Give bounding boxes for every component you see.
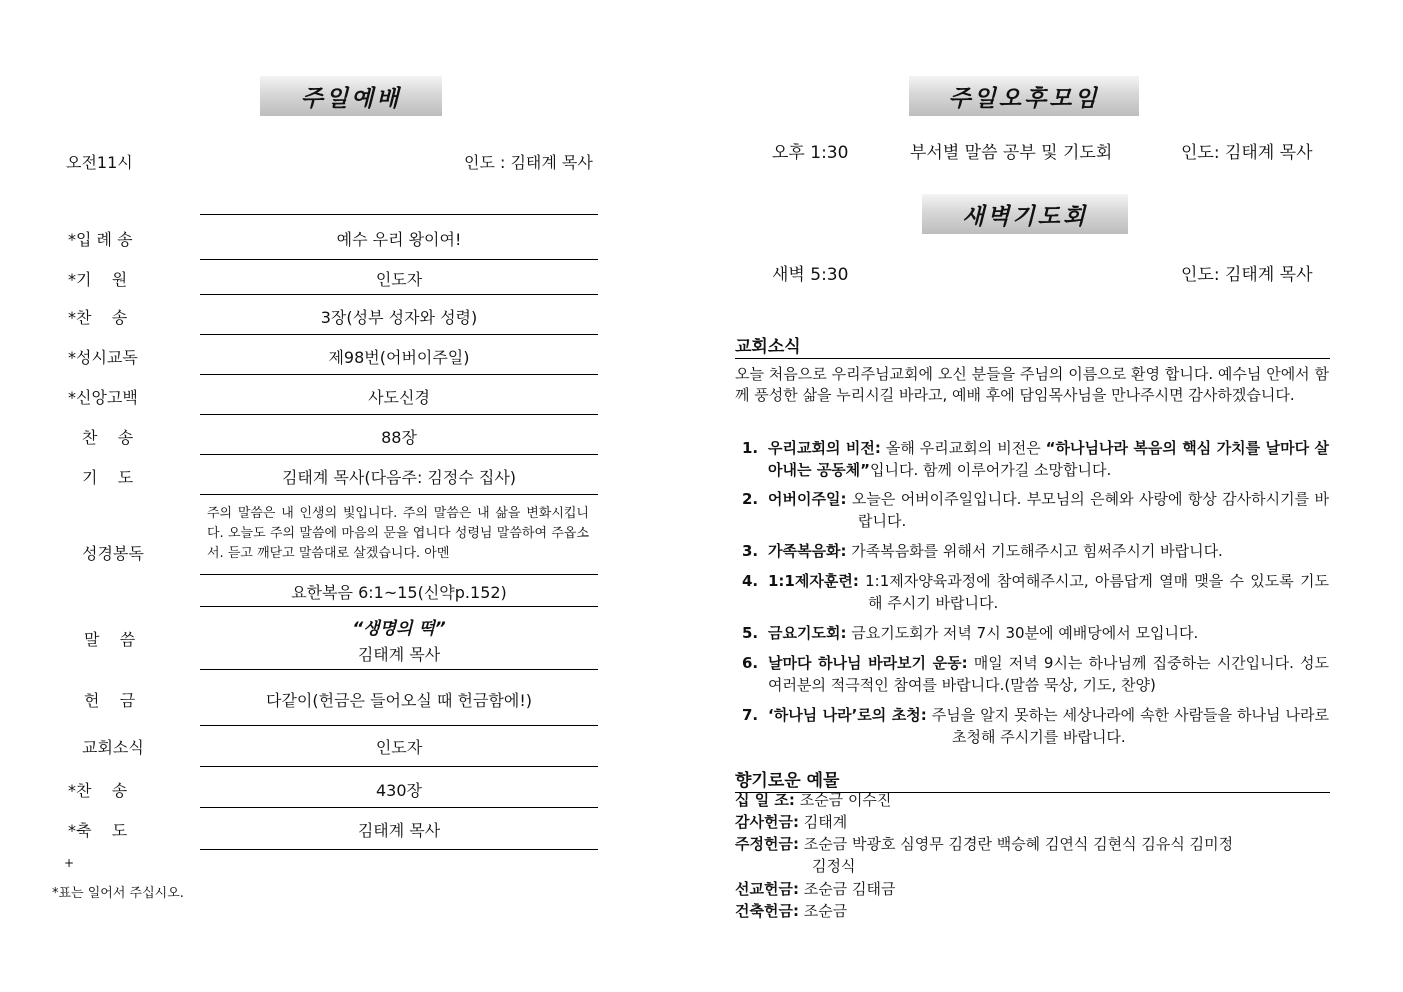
news-heading: 가족복음화: — [768, 542, 847, 560]
news-text: 올해 우리교회의 비전은 — [880, 439, 1046, 457]
offering-names: 조순금 김태금 — [803, 880, 896, 898]
order-divider — [200, 807, 598, 808]
news-text: 오늘은 어버이주일입니다. 부모님의 은혜와 사랑에 항상 감사하시기를 바랍니다. — [846, 490, 1329, 530]
offering-names: 조순금 이수진 — [799, 791, 892, 809]
news-heading: 금요기도회: — [768, 624, 847, 642]
order-value: 예수 우리 왕이여! — [336, 230, 462, 249]
scripture-reference: 요한복음 6:1~15(신약p.152) — [291, 583, 507, 602]
order-divider — [200, 374, 598, 375]
news-number: 2. — [742, 490, 759, 508]
dawn-banner-text: 새벽기도회 — [961, 203, 1089, 230]
offering-names-continued: 김정식 — [812, 857, 856, 875]
order-divider — [200, 669, 598, 670]
order-label: 말 씀 — [84, 630, 136, 649]
welcome-text: 오늘 처음으로 우리주님교회에 오신 분들을 주님의 이름으로 환영 합니다. 예수님 안에서 함께 풍성한 삶을 누리시길 바라고, 예배 후에 담임목사님을 만나주시면 감사하겠습니다. — [735, 365, 1329, 404]
news-heading: 우리교회의 비전: — [768, 439, 881, 457]
news-number: 4. — [742, 572, 759, 590]
dawn-banner — [922, 194, 1128, 234]
news-item — [742, 437, 1329, 481]
news-number: 3. — [742, 542, 759, 560]
offering-row — [735, 878, 895, 900]
news-text: 주님을 알지 못하는 세상나라에 속한 사람들을 하나님 나라로 초청해 주시기를 바랍니다. — [926, 706, 1329, 746]
afternoon-time: 오후 1:30 — [772, 143, 849, 163]
order-value: 제98번(어버이주일) — [328, 348, 470, 367]
offering-label: 주정헌금: — [735, 835, 799, 853]
order-label: *찬 송 — [68, 308, 128, 327]
order-value: 인도자 — [375, 738, 423, 757]
offering-names: 김태계 — [803, 813, 848, 831]
offering-names: 조순금 — [803, 902, 848, 920]
news-heading: 어버이주일: — [768, 490, 847, 508]
worship-leader: 인도 : 김태계 목사 — [464, 153, 593, 172]
sermon-preacher: 김태계 목사 — [357, 645, 441, 664]
order-divider — [200, 454, 598, 455]
afternoon-banner-text: 주일오후모임 — [948, 85, 1100, 112]
standing-note: *표는 일어서 주십시오. — [52, 886, 184, 901]
order-label: 찬 송 — [82, 428, 134, 447]
news-number: 7. — [742, 706, 759, 724]
news-item — [742, 704, 1329, 748]
order-label: *찬 송 — [68, 781, 128, 800]
offering-label: 건축헌금: — [735, 902, 799, 920]
order-label: *기 원 — [68, 270, 128, 289]
news-heading: ‘하나님 나라’로의 초청: — [768, 706, 927, 724]
order-divider — [200, 259, 598, 260]
worship-banner — [260, 76, 442, 116]
order-divider — [200, 574, 598, 575]
order-label: *입 례 송 — [68, 230, 133, 249]
dawn-leader: 인도: 김태계 목사 — [1181, 265, 1313, 285]
order-value: 88장 — [381, 428, 417, 447]
order-label: *신앙고백 — [68, 388, 138, 407]
afternoon-banner — [909, 76, 1139, 116]
plus-mark: + — [64, 856, 75, 870]
news-item — [742, 652, 1329, 696]
order-label: 헌 금 — [84, 691, 136, 710]
order-value: 김태계 목사 — [357, 821, 441, 840]
offering-row — [735, 900, 847, 922]
order-divider — [200, 766, 598, 767]
offering-row — [735, 811, 847, 833]
news-number: 1. — [742, 439, 759, 457]
order-label: *성시교독 — [68, 348, 138, 367]
news-emphasis: “하나님나라 복음의 핵심 가치를 날마다 살아내는 공동체” — [768, 439, 1329, 479]
offering-row — [735, 833, 1233, 855]
offering-label: 십 일 조: — [735, 791, 795, 809]
order-divider — [200, 849, 598, 850]
news-heading: 1:1제자훈련: — [768, 572, 859, 590]
order-label: 성경봉독 — [82, 544, 144, 563]
afternoon-desc: 부서별 말씀 공부 및 기도회 — [910, 143, 1113, 163]
order-label: *축 도 — [68, 821, 128, 840]
order-value: 인도자 — [375, 270, 423, 289]
news-item — [742, 540, 1329, 562]
order-value: 사도신경 — [368, 388, 430, 407]
offering-label: 감사헌금: — [735, 813, 799, 831]
news-number: 6. — [742, 654, 759, 672]
news-text: 매일 저녁 9시는 하나님께 집중하는 시간입니다. 성도 여러분의 적극적인 참여를 바랍니다.(말씀 묵상, 기도, 찬양) — [768, 654, 1330, 694]
order-divider — [200, 606, 598, 607]
afternoon-leader: 인도: 김태계 목사 — [1181, 143, 1313, 163]
worship-banner-text: 주일예배 — [300, 85, 402, 112]
order-value: 다같이(헌금은 들어오실 때 헌금함에!) — [266, 691, 532, 710]
news-heading: 날마다 하나님 바라보기 운동: — [768, 654, 968, 672]
order-value: 김태계 목사(다음주: 김정수 집사) — [281, 468, 517, 487]
sermon-title: “생명의 떡” — [352, 619, 446, 639]
news-number: 5. — [742, 624, 759, 642]
offering-row — [735, 789, 891, 811]
news-item — [742, 488, 1329, 532]
order-label: 교회소식 — [82, 738, 144, 757]
order-divider — [200, 725, 598, 726]
order-divider — [200, 214, 598, 215]
order-divider — [200, 294, 598, 295]
order-divider — [200, 334, 598, 335]
order-value: 430장 — [376, 781, 422, 800]
offering-title: 향기로운 예물 — [735, 766, 1330, 793]
news-text: 가족복음화를 위해서 기도해주시고 힘써주시기 바랍니다. — [846, 542, 1223, 560]
order-divider — [200, 414, 598, 415]
order-label: 기 도 — [82, 468, 134, 487]
news-text: 1:1제자양육과정에 참여해주시고, 아름답게 열매 맺을 수 있도록 기도해 주시기 바랍니다. — [858, 572, 1329, 612]
worship-time: 오전11시 — [66, 153, 133, 172]
offering-label: 선교헌금: — [735, 880, 799, 898]
news-text: 입니다. 함께 이루어가길 소망합니다. — [870, 461, 1112, 479]
order-value: 3장(성부 성자와 성령) — [320, 308, 478, 327]
news-title: 교회소식 — [735, 332, 1330, 359]
news-item — [742, 570, 1329, 614]
news-text: 금요기도회가 저녁 7시 30분에 예배당에서 모입니다. — [846, 624, 1199, 642]
offering-names: 조순금 박광호 심영무 김경란 백승혜 김연식 김현식 김유식 김미정 — [803, 835, 1234, 853]
dawn-time: 새벽 5:30 — [772, 265, 849, 285]
news-item — [742, 622, 1329, 644]
order-divider — [200, 494, 598, 495]
scripture-prayer: 주의 말씀은 내 인생의 빛입니다. 주의 말씀은 내 삶을 변화시킵니다. 오늘도 주의 말씀에 마음의 문을 엽니다 성령님 말씀하여 주옵소서. 듣고 깨닫고 말씀대로 살겠습니다. 아멘 — [207, 506, 589, 561]
